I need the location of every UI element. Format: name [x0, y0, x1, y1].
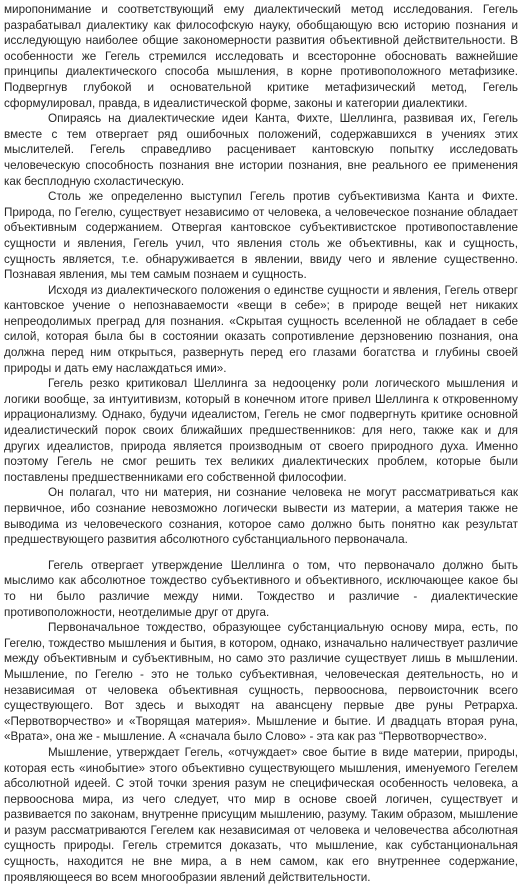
- document-page: [4, 2, 518, 885]
- paragraph-4: Исходя из диалектического положения о единстве сущности и явления, Гегель отверг кантовское учение о непознаваемости «вещи в себе»; в природе вещей нет никаких непреодолимых преград для познания. «Скрытая сущность вселенной не обладает в себе силой, которая была бы в состоянии оказать сопротивление дерзновению познания, она должна перед ним открыться, развернуть перед его глазами богатства и глубины своей природы и дать ему наслаждаться ими».: [4, 283, 518, 375]
- paragraph-8: Первоначальное тождество, образующее субстанциальную основу мира, есть, по Гегелю, тождество мышления и бытия, в котором, однако, изначально наличествует различие между объективным и субъективным, но само это различие существует лишь в мышлении. Мышление, по Гегелю - это не только субъективная, человеческая деятельность, но и независимая от человека объективная сущность, первооснова, первоисточник всего существующего. Вот здесь и выходят на авансцену первые две руны Ретрарха. «Первотворчество» и «Творящая материя». Мышление и бытие. И двадцать вторая руна, «Врата», она же - мышление. А «сначала было Слово» - эта как раз “Первотворчество».: [4, 621, 518, 744]
- paragraph-5: Гегель резко критиковал Шеллинга за недооценку роли логического мышления и логики вообще, за интуитивизм, который в конечном итоге привел Шеллинга к откровенному иррационализму. Однако, будучи идеалистом, Гегель не смог подвергнуть критике основной идеалистический порок своих ближайших предшественников: для него, также как и для других идеалистов, природа является производным от своего природного духа. Именно поэтому Гегель не смог решить тех великих диалектических проблем, которые были поставлены предшественниками его собственной философии.: [4, 377, 518, 484]
- paragraph-1: миропонимание и соответствующий ему диалектический метод исследования. Гегель разрабатывал диалектику как философскую науку, обобщающую всю историю познания и исследующую наиболее общие закономерности развития объективной действительности. В особенности же Гегель стремился исследовать и всесторонне обосновать важнейшие принципы диалектического способа мышления, в корне противоположного метафизике. Подвергнув глубокой и основательной критике метафизический метод, Гегель сформулировал, правда, в идеалистической форме, законы и категории диалектики.: [4, 3, 518, 110]
- paragraph-6: Он полагал, что ни материя, ни сознание человека не могут рассматриваться как первичное, ибо сознание невозможно логически вывести из материи, а материя также не выводима из человеческого сознания, которое само должно быть понятно как результат предшествующего развития абсолютного субстанциального первоначала.: [4, 486, 518, 547]
- paragraph-3: Столь же определенно выступил Гегель против субъективизма Канта и Фихте. Природа, по Гегелю, существует независимо от человека, а человеческое познание обладает объективным содержанием. Отвергая кантовское субъективистское противопоставление сущности и явления, Гегель учил, что явления столь же объективны, как и сущность, сущность является, т.е. обнаруживается в явлении, ввиду чего и явление существенно. Познавая явления, мы тем самым познаем и сущность.: [4, 190, 518, 282]
- paragraph-7: Гегель отвергает утверждение Шеллинга о том, что первоначало должно быть мыслимо как абсолютное тождество субъективного и объективного, исключающее какое бы то ни было различие между ними. Тождество и различие - диалектические противоположности, неотделимые друг от друга.: [4, 558, 518, 619]
- paragraph-2: Опираясь на диалектические идеи Канта, Фихте, Шеллинга, развивая их, Гегель вместе с тем отвергает ряд ошибочных положений, содержавшихся в учениях этих мыслителей. Гегель справедливо расценивает кантовскую попытку исследовать человеческую способность познания вне истории познания, вне реального ее применения как бесплодную схоластическую.: [4, 112, 518, 188]
- paragraph-9: Мышление, утверждает Гегель, «отчуждает» свое бытие в виде материи, природы, которая есть «инобытие» этого объективно существующего мышления, именуемого Гегелем абсолютной идеей. С этой точки зрения разум не специфическая особенность человека, а первооснова мира, из чего следует, что мир в основе своей логичен, существует и развивается по законам, внутренне присущим мышлению, разуму. Таким образом, мышление и разум рассматриваются Гегелем как независимая от человека и человечества абсолютная сущность природы. Гегель стремится доказать, что мышление, как субстанциональная сущность, находится не вне мира, а в нем самом, как его внутреннее содержание, проявляющееся во всем многообразии явлений действительности.: [4, 745, 518, 884]
